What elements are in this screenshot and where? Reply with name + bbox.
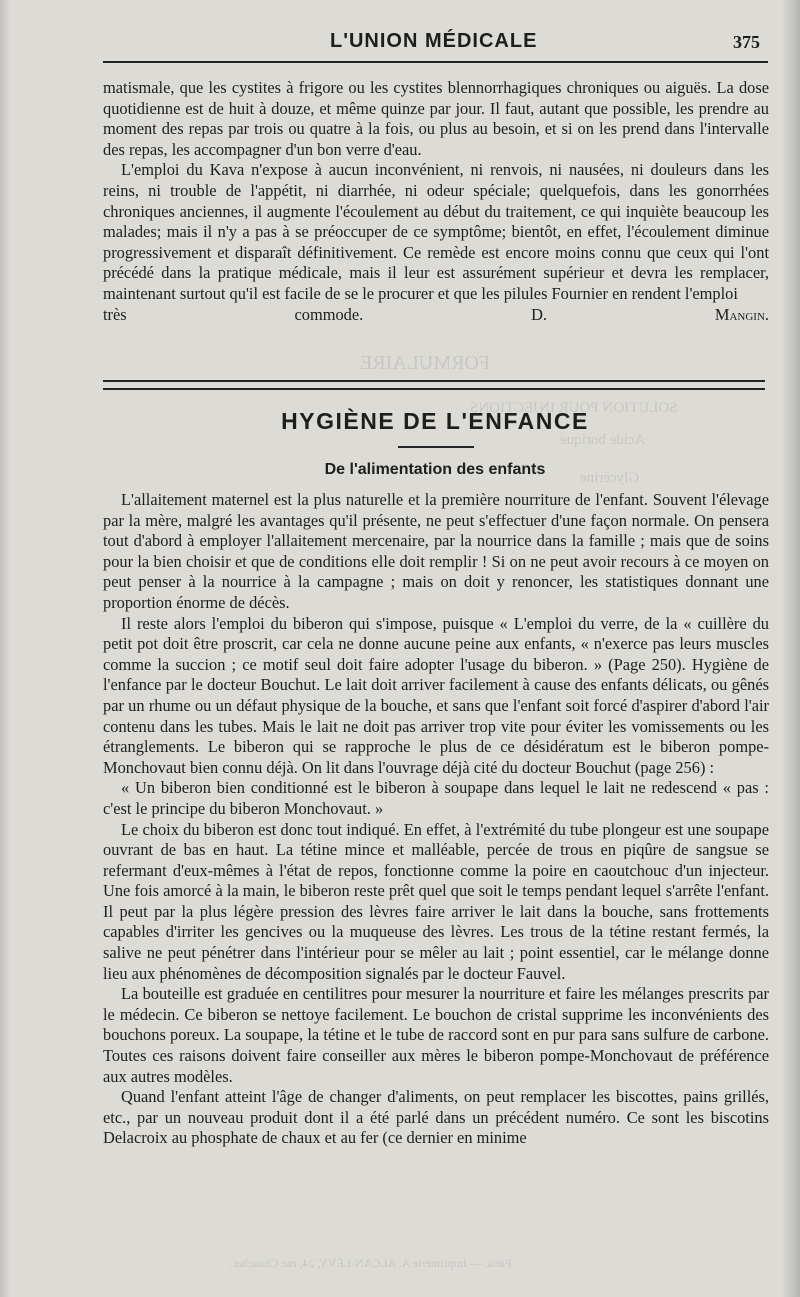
bleed-through-text: Paris. — Imprimerie A. ALCAN-LÉVY, 24, rue Chauchat. (230, 1256, 512, 1270)
closing-text: très commode. (103, 304, 364, 324)
bleed-through-text: Glycérine (580, 470, 640, 486)
bleed-through-text: SOLUTION POUR INJECTIONS (470, 400, 678, 416)
section-divider (103, 380, 765, 390)
section-title: HYGIÈNE DE L'ENFANCE (281, 408, 589, 434)
article-continuation (103, 78, 769, 325)
page-shadow-right (782, 0, 800, 1297)
page-number: 375 (733, 32, 760, 52)
page-shadow-left (0, 0, 10, 1297)
paragraph: matismale, que les cystites à frigore ou les cystites blennorrhagiques chroniques ou aiguës. La dose quotidienne est de huit à douze, et même quinze par jour. Il faut, autant que possible, les prendre au moment des repas par trois ou quatre à la fois, ou plus au besoin, et si on les prend dans l'intervalle des repas, les accompagner d'un bon verre d'eau. (103, 78, 769, 159)
paragraph: Il reste alors l'emploi du biberon qui s'impose, puisque « L'emploi du verre, de la « cuillère du petit pot doit être proscrit, car cela ne donne aucune peine aux enfants, « n'exerce pas leurs muscles comme la succion ; ce motif seul doit faire adopter l'usage du biberon. » (Page 250). Hygiène de l'enfance par le docteur Bouchut. Le lait doit arriver facilement à cause des enfants délicats, ou gênés par un rhume ou un défaut physique de la bouche, et sans que l'enfant soit forcé d'aspirer d'abord l'air contenu dans les tubes. Mais le lait ne doit pas arriver trop vite pour éviter les vomissements ou les étranglements. Le biberon qui se rapproche le plus de ce désidératum est le biberon pompe-Monchovaut bien connu déjà. On lit dans l'ouvrage déjà cité du docteur Bouchut (page 256) : (103, 613, 769, 777)
title-rule (398, 446, 474, 448)
bleed-through-text: Acide borique (560, 432, 646, 448)
paragraph: Quand l'enfant atteint l'âge de changer d'aliments, on peut remplacer les biscottes, pains grillés, etc., par un nouveau produit dont il a été parlé dans un précédent numéro. Ce sont les biscotins Delacroix au phosphate de chaux et au fer (ce dernier en minime (103, 1087, 769, 1148)
header-rule (103, 61, 768, 63)
paragraph: La bouteille est graduée en centilitres pour mesurer la nourriture et faire les mélanges prescrits par le médecin. Ce biberon se nettoye facilement. Le bouchon de cristal supprime les inconvénients des bouchons poreux. La soupape, la tétine et le tube de raccord sont en pur para sans sulfure de carbone. Toutes ces raisons doivent faire conseiller aux mères le biberon pompe-Monchovaut de préférence aux autres modèles. (103, 984, 769, 1086)
running-title: L'UNION MÉDICALE (330, 30, 538, 52)
quotation: « Un biberon bien conditionné est le biberon à soupape dans lequel le lait ne redescend « pas : c'est le principe du biberon Monchovaut. » (103, 778, 769, 818)
article-body (103, 490, 769, 1149)
bleed-through-text: FORMULAIRE (360, 352, 491, 374)
author-signature: D. Mangin. (531, 304, 769, 324)
closing-line (103, 305, 769, 326)
paragraph: Le choix du biberon est donc tout indiqué. En effet, à l'extrémité du tube plongeur est une soupape ouvrant de bas en haut. La tétine mince et malléable, percée de trous en piqûre de sangsue se refermant d'eux-mêmes à l'état de repos, fonctionne comme la poire en caoutchouc d'un injecteur. Une fois amorcé à la main, le biberon reste prêt quel que soit le temps pendant lequel s'arrête l'enfant. Il peut par la plus légère pression des lèvres faire arriver le lait dans la bouche, sans frottements capables d'irriter les gencives ou la muqueuse des lèvres. Les trous de la tétine restant fermés, la salive ne peut pénétrer dans l'intérieur pour se mêler au lait ; point essentiel, car le mélange donne lieu aux phénomènes de décomposition signalés par le docteur Fauvel. (103, 819, 769, 983)
section-subtitle: De l'alimentation des enfants (324, 461, 546, 478)
paragraph: L'allaitement maternel est la plus naturelle et la première nourriture de l'enfant. Souvent l'élevage par la mère, malgré les avantages qu'il présente, ne peut s'effectuer d'une façon normale. On pensera tout d'abord à employer l'allaitement mercenaire, par la nourrice dans la famille ; mais que de soins pour la bien choisir et que de conditions elle doit remplir ! Si on ne peut avoir recours à ce moyen on peut penser à la nourrice à la campagne ; mais on doit y renoncer, les statistiques donnant une proportion énorme de décès. (103, 490, 769, 612)
paragraph: L'emploi du Kava n'expose à aucun inconvénient, ni renvois, ni nausées, ni douleurs dans les reins, ni trouble de l'appétit, ni diarrhée, ni odeur spéciale; quelquefois, dans les gonorrhées chroniques anciennes, il augmente l'écoulement au début du traitement, ce qui inquiète beaucoup les malades; mais il n'y a pas à se préoccuper de ce symptôme; bientôt, en effet, l'écoulement diminue progressivement et disparaît définitivement. Ce remède est encore moins connu que ceux qui l'ont précédé dans la pratique médicale, mais il leur est assurément supérieur et devra les remplacer, maintenant surtout qu'il est facile de se le procurer et que les pilules Fournier en rendent l'emploi (103, 160, 769, 303)
page-header (0, 28, 800, 62)
